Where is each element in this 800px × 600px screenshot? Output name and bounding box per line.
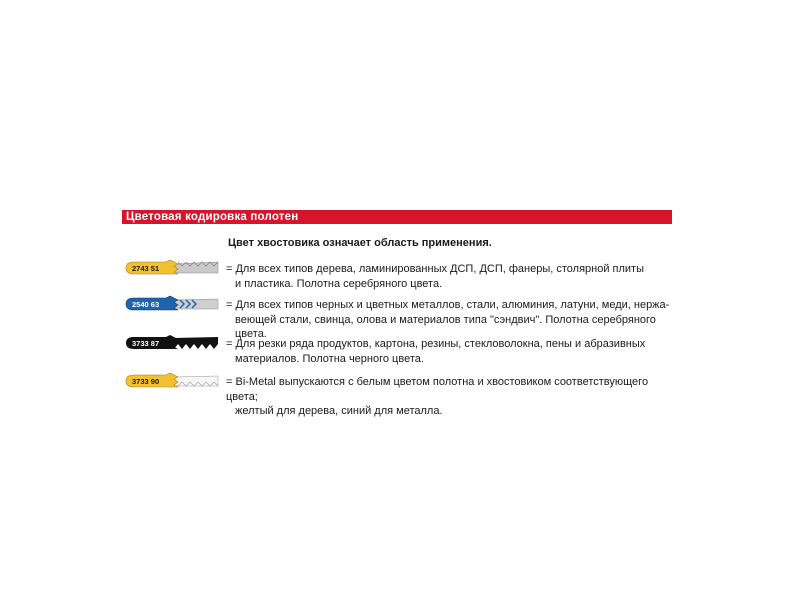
- blade-body: [174, 337, 218, 349]
- description-bimetal: [226, 375, 676, 419]
- blade-icon-metal: [122, 294, 222, 314]
- description-wood: [226, 262, 676, 291]
- description-line-2: веющей стали, свинца, олова и материалов типа "сэндвич". Полотна серебряного цвета.: [235, 313, 656, 340]
- blade-icon-bimetal: [122, 371, 222, 391]
- description-metal: [226, 298, 676, 342]
- description-special: [226, 337, 676, 366]
- description-line-2: и пластика. Полотна серебряного цвета.: [235, 277, 443, 290]
- blade-icon-special: [122, 333, 222, 353]
- intro-text: Цвет хвостовика означает область применения.: [228, 237, 492, 249]
- blade-code: 2743 51: [132, 264, 160, 273]
- blade-icon-wood: [122, 258, 222, 278]
- blade-code: 3733 87: [132, 339, 160, 348]
- description-line-1: = Bi-Metal выпускаются с белым цветом полотна и хвостовиком соответствующего цвета;: [226, 376, 649, 403]
- description-line-2: желтый для дерева, синий для металла.: [235, 405, 443, 417]
- blade-code: 2540 63: [132, 300, 160, 309]
- section-title: Цветовая кодировка полотен: [126, 211, 299, 223]
- section-header-bar: [122, 210, 672, 224]
- description-line-2: материалов. Полотна черного цвета.: [235, 352, 424, 365]
- description-line-1: = Для резки ряда продуктов, картона, резины, стекловолокна, пены и абразивных: [226, 338, 646, 350]
- description-line-1: = Для всех типов черных и цветных металлов, стали, алюминия, латуни, меди, нержа-: [226, 299, 670, 311]
- blade-code: 3733 90: [132, 377, 160, 386]
- description-line-1: = Для всех типов дерева, ламинированных ДСП, ДСП, фанеры, столярной плиты: [226, 263, 644, 275]
